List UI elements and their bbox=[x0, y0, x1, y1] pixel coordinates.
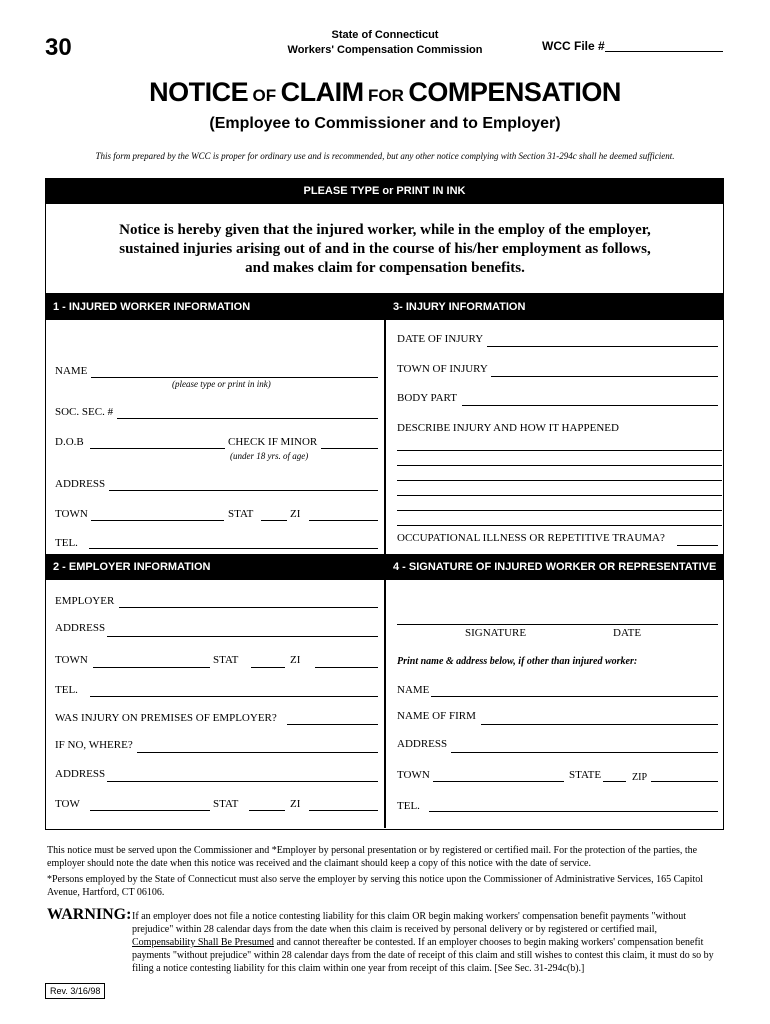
name-hint: (please type or print in ink) bbox=[172, 379, 271, 389]
rep-name-field[interactable] bbox=[431, 696, 718, 697]
describe-injury-label: DESCRIBE INJURY AND HOW IT HAPPENED bbox=[397, 422, 619, 434]
rep-zip-label: ZIP bbox=[632, 772, 647, 783]
employer-field[interactable] bbox=[119, 607, 378, 608]
town-field[interactable] bbox=[91, 520, 224, 521]
injury-zip-label: ZI bbox=[290, 798, 301, 810]
warning-text: If an employer does not file a notice contesting liability for this claim OR begin making workers' compensation benefit payments "without prejudice" within 28 calendar days from the date when this claim is received by personal delivery or by registered or certified mail, Compensability Shall Be Presumed and cannot thereafter be contested. If an employer chooses to begin making workers' compensation benefit payments "without prejudice" within 28 calendar days from the date of receipt of this claim and still wishes to contest this claim, it must do so by filing a notice contesting liability for this claim within one year from receipt of this claim. [See Sec. 31-294c(b).] bbox=[132, 911, 714, 974]
notice-statement: Notice is hereby given that the injured worker, while in the employ of the employer, sustained injuries arising out of and in the course of his/her employment as follows, and makes claim for compensation benefits. bbox=[119, 222, 651, 276]
dob-label: D.O.B bbox=[55, 436, 84, 448]
rep-state-label: STATE bbox=[569, 769, 602, 781]
where-field[interactable] bbox=[137, 752, 378, 753]
address-label: ADDRESS bbox=[55, 478, 106, 490]
describe-line-2[interactable] bbox=[397, 465, 722, 466]
employer-label: EMPLOYER bbox=[55, 595, 115, 607]
form-note: This form prepared by the WCC is proper for ordinary use and is recommended, but any other notice complying with Section 31-294c shall he deemed sufficient. bbox=[95, 151, 675, 161]
employer-town-field[interactable] bbox=[93, 667, 210, 668]
state-employee-note: *Persons employed by the State of Connecticut must also serve the employer by serving this notice upon the Commissioner of Administrative Services, 165 Capitol Avenue, Hartford, CT 06106. bbox=[47, 874, 704, 898]
tel-field[interactable] bbox=[89, 548, 378, 549]
wcc-file-label: WCC File # bbox=[542, 39, 605, 53]
injury-zip-field[interactable] bbox=[309, 810, 378, 811]
employer-state-label: STAT bbox=[213, 654, 239, 666]
ssn-label: SOC. SEC. # bbox=[55, 406, 114, 418]
rep-tel-label: TEL. bbox=[397, 800, 420, 812]
describe-line-4[interactable] bbox=[397, 495, 722, 496]
town-of-injury-field[interactable] bbox=[491, 376, 718, 377]
state-field[interactable] bbox=[261, 520, 287, 521]
state-label: STAT bbox=[228, 508, 254, 520]
body-part-field[interactable] bbox=[462, 405, 718, 406]
rep-town-field[interactable] bbox=[433, 781, 564, 782]
form-number: 30 bbox=[45, 34, 72, 61]
rep-tel-field[interactable] bbox=[429, 811, 718, 812]
date-of-injury-field[interactable] bbox=[487, 346, 718, 347]
employer-address-label: ADDRESS bbox=[55, 622, 106, 634]
revision-date: Rev. 3/16/98 bbox=[45, 983, 105, 999]
section1-heading: 1 - INJURED WORKER INFORMATION bbox=[53, 301, 251, 313]
employer-zip-field[interactable] bbox=[315, 667, 378, 668]
employer-address-field[interactable] bbox=[107, 636, 378, 637]
injury-town-field[interactable] bbox=[90, 810, 210, 811]
rep-name-label: NAME bbox=[397, 684, 430, 696]
employer-tel-label: TEL. bbox=[55, 684, 78, 696]
print-instruction-bar: PLEASE TYPE or PRINT IN INK bbox=[45, 178, 724, 204]
occupational-label: OCCUPATIONAL ILLNESS OR REPETITIVE TRAUMA? bbox=[397, 532, 665, 544]
premises-label: WAS INJURY ON PREMISES OF EMPLOYER? bbox=[55, 712, 277, 724]
describe-line-5[interactable] bbox=[397, 510, 722, 511]
warning-label: WARNING: bbox=[47, 906, 132, 923]
employer-tel-field[interactable] bbox=[90, 696, 378, 697]
employer-zip-label: ZI bbox=[290, 654, 301, 666]
name-label: NAME bbox=[55, 365, 88, 377]
zip-label: ZI bbox=[290, 508, 301, 520]
injury-town-label: TOW bbox=[55, 798, 80, 810]
service-instructions: This notice must be served upon the Commissioner and *Employer by personal presentation or by registered or certified mail. For the protection of the parties, the employer should note the date when this notice was received and the claimant should keep a copy of this notice with the date of service. bbox=[47, 845, 698, 869]
minor-checkbox-field[interactable] bbox=[321, 448, 378, 449]
state-name: State of Connecticut bbox=[331, 29, 439, 41]
rep-town-label: TOWN bbox=[397, 769, 430, 781]
column-divider-bottom bbox=[384, 580, 386, 828]
commission-name: Workers' Compensation Commission bbox=[287, 44, 483, 56]
form-title: NOTICE OF CLAIM FOR COMPENSATION bbox=[149, 77, 621, 107]
premises-field[interactable] bbox=[287, 724, 378, 725]
address-field[interactable] bbox=[109, 490, 378, 491]
rep-address-field[interactable] bbox=[451, 752, 718, 753]
column-divider-top bbox=[384, 320, 386, 554]
section3-heading: 3- INJURY INFORMATION bbox=[393, 301, 526, 313]
describe-line-3[interactable] bbox=[397, 480, 722, 481]
minor-hint: (under 18 yrs. of age) bbox=[230, 451, 309, 461]
injury-state-field[interactable] bbox=[249, 810, 285, 811]
signature-label: SIGNATURE bbox=[465, 627, 527, 639]
dob-field[interactable] bbox=[90, 448, 225, 449]
rep-address-label: ADDRESS bbox=[397, 738, 448, 750]
town-of-injury-label: TOWN OF INJURY bbox=[397, 363, 488, 375]
firm-field[interactable] bbox=[481, 724, 718, 725]
employer-town-label: TOWN bbox=[55, 654, 88, 666]
print-name-note: Print name & address below, if other than injured worker: bbox=[397, 656, 638, 667]
injury-address-label: ADDRESS bbox=[55, 768, 106, 780]
injury-address-field[interactable] bbox=[107, 781, 378, 782]
tel-label: TEL. bbox=[55, 537, 78, 549]
section2-heading: 2 - EMPLOYER INFORMATION bbox=[53, 561, 211, 573]
signature-field[interactable] bbox=[397, 624, 718, 625]
signature-date-label: DATE bbox=[613, 627, 642, 639]
injury-state-label: STAT bbox=[213, 798, 239, 810]
rep-zip-field[interactable] bbox=[651, 781, 718, 782]
wcc-file-field[interactable] bbox=[605, 51, 723, 52]
form-subtitle: (Employee to Commissioner and to Employer) bbox=[209, 115, 561, 132]
employer-state-field[interactable] bbox=[251, 667, 285, 668]
name-field[interactable] bbox=[91, 377, 378, 378]
describe-line-6[interactable] bbox=[397, 525, 722, 526]
rep-state-field[interactable] bbox=[603, 781, 626, 782]
where-label: IF NO, WHERE? bbox=[55, 739, 133, 751]
ssn-field[interactable] bbox=[117, 418, 378, 419]
town-label: TOWN bbox=[55, 508, 88, 520]
describe-line-1[interactable] bbox=[397, 450, 722, 451]
section4-heading: 4 - SIGNATURE OF INJURED WORKER OR REPRESENTATIVE bbox=[393, 561, 717, 573]
occupational-field[interactable] bbox=[677, 545, 718, 546]
date-of-injury-label: DATE OF INJURY bbox=[397, 333, 484, 345]
zip-field[interactable] bbox=[309, 520, 378, 521]
minor-label: CHECK IF MINOR bbox=[228, 436, 318, 448]
body-part-label: BODY PART bbox=[397, 392, 457, 404]
firm-label: NAME OF FIRM bbox=[397, 710, 476, 722]
